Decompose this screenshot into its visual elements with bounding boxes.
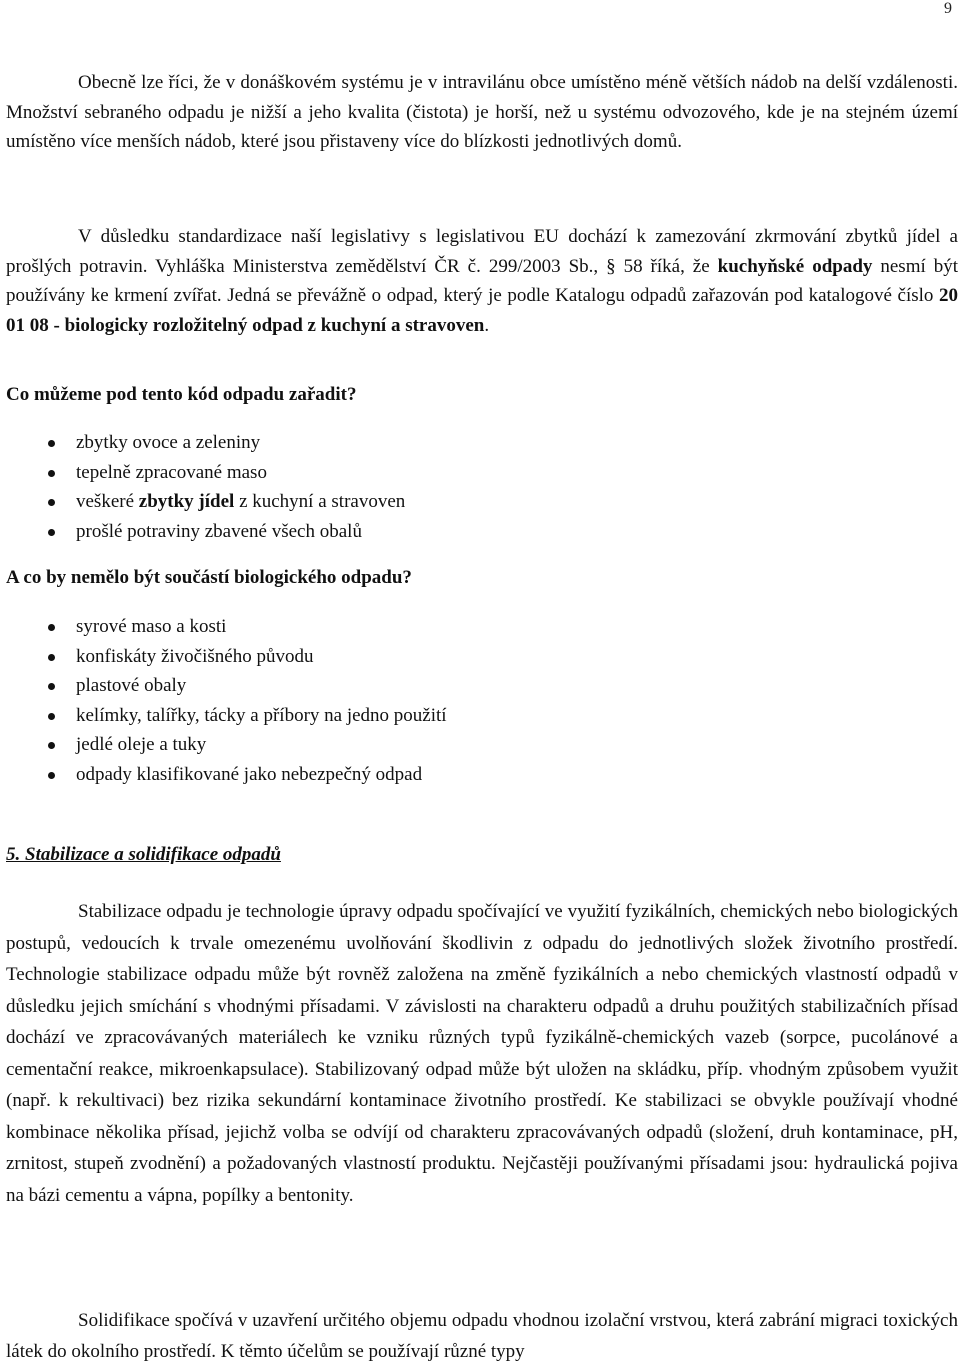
list-item: zbytky ovoce a zeleniny xyxy=(6,428,958,458)
paragraph-text: Stabilizace odpadu je technologie úpravy odpadu spočívající ve využití fyzikálních, chemických nebo biologických postupů, vedoucích k trvale omezenému uvolňování škodlivin z odpadu do jednotlivých složek životního prostředí. Technologie stabilizace odpadu může být rovněž založena na změně fyzikálních a nebo chemických vlastností odpadů v důsledku jejich smíchání s vhodnými přísadami. V závislosti na charakteru odpadů a druhu použitých stabilizačních přísad dochází ve zpracovávaných materiálech ke vzniku různých typů fyzikálně-chemických vazeb (sorpce, pucolánové a cementační reakce, mikroenkapsulace). Stabilizovaný odpad může být uložen na skládku, příp. vhodným způsobem využit (např. k rekultivaci) bez rizika sekundární kontaminace životního prostředí. Ke stabilizaci se obvykle používají vhodné kombinace několika přísad, jejichž volba se odvíjí od charakteru zpracovávaných odpadů (složení, druh kontaminace, pH, zrnitost, stupeň zvodnění) a požadovaných vlastností produktu. Nejčastěji používanými přísadami jsou: hydraulická pojiva na bázi cementu a vápna, popílky a bentonity. xyxy=(6,901,958,1206)
list-item: veškeré zbytky jídel z kuchyní a stravoven xyxy=(6,487,958,517)
kitchen-waste-term: kuchyňské odpady xyxy=(717,255,873,277)
section-title: 5. Stabilizace a solidifikace odpadů xyxy=(6,844,281,865)
page-number: 9 xyxy=(944,0,952,17)
bullet-icon xyxy=(48,713,55,720)
paragraph-text: Obecně lze říci, že v donáškovém systému je v intravilánu obce umístěno méně větších nádob na delší vzdálenosti. Množství sebraného odpadu je nižší a jeho kvalita (čistota) je horší, než u systému odvozového, kde je na stejném území umístěno více menších nádob, které jsou přistaveny více do blízkosti jednotlivých domů. xyxy=(6,72,958,153)
paragraph-text: Solidifikace spočívá v uzavření určitého objemu odpadu vhodnou izolační vrstvou, která zabrání migraci toxických látek do okolního prostředí. K těmto účelům se používají různé typy xyxy=(6,1310,958,1362)
bullet-icon xyxy=(48,470,55,477)
list-item: jedlé oleje a tuky xyxy=(6,730,958,760)
list-item: plastové obaly xyxy=(6,671,958,701)
list-item: prošlé potraviny zbavené všech obalů xyxy=(6,517,958,547)
heading-not-allowed xyxy=(6,565,958,591)
list-item: tepelně zpracované maso xyxy=(6,458,958,488)
legislation-text-1: V důsledku standardizace naší legislativy s legislativou EU dochází k zamezování zkrmování zbytků jídel a prošlých potravin. Vyhláška Ministerstva zemědělství ČR č. 299/2003 Sb., § 58 říká, že xyxy=(6,226,958,277)
heading-allowed xyxy=(6,382,958,408)
waste-code-term: 20 01 08 - biologicky rozložitelný odpad z kuchyní a stravoven xyxy=(6,285,958,336)
section-5-heading xyxy=(6,842,958,868)
bullet-icon xyxy=(48,529,55,536)
legislation-text-2: nesmí být používány ke krmení zvířat. Jedná se převážně o odpad, který je podle Katalogu odpadů zařazován pod katalogové číslo xyxy=(6,255,959,307)
bullet-icon xyxy=(48,742,55,749)
list-not-allowed-waste xyxy=(6,612,958,790)
list-item: syrové maso a kosti xyxy=(6,612,958,642)
list-allowed-waste xyxy=(6,428,958,546)
paragraph-legislation xyxy=(6,222,958,340)
list-item: odpady klasifikované jako nebezpečný odpad xyxy=(6,760,958,790)
bullet-icon xyxy=(48,624,55,631)
heading-allowed-text: Co můžeme pod tento kód odpadu zařadit? xyxy=(6,384,357,405)
bullet-icon xyxy=(48,499,55,506)
paragraph-solidification xyxy=(6,1305,958,1367)
heading-not-allowed-text: A co by nemělo být součástí biologického odpadu? xyxy=(6,567,412,588)
bullet-icon xyxy=(48,683,55,690)
bullet-icon xyxy=(48,654,55,661)
bullet-icon xyxy=(48,440,55,447)
list-item: konfiskáty živočišného původu xyxy=(6,642,958,672)
paragraph-collection-systems xyxy=(6,68,958,157)
paragraph-text xyxy=(6,222,958,340)
legislation-text-3: . xyxy=(484,314,490,336)
list-item: kelímky, talířky, tácky a příbory na jedno použití xyxy=(6,701,958,731)
paragraph-stabilization xyxy=(6,896,958,1211)
bullet-icon xyxy=(48,772,55,779)
